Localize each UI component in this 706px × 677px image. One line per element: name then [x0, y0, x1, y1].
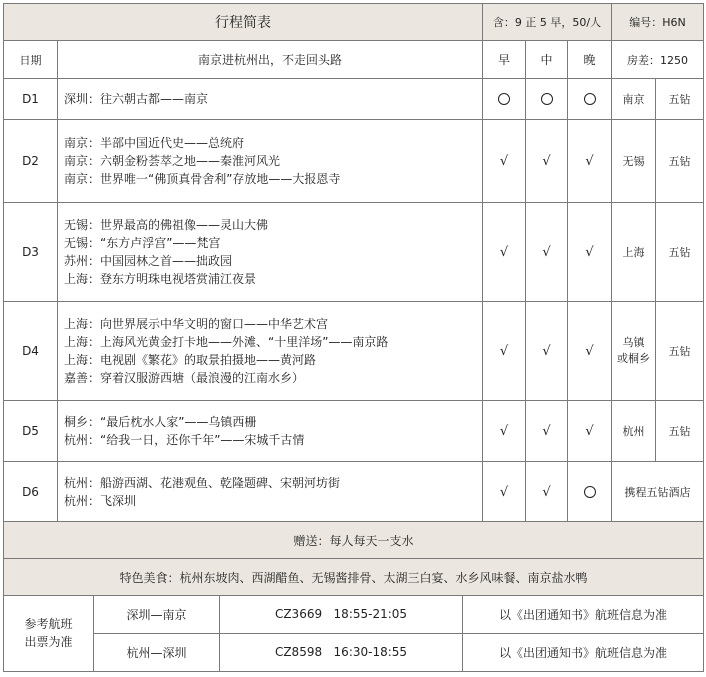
- check-mark-icon: √: [585, 154, 594, 169]
- check-mark-icon: √: [585, 344, 594, 359]
- itinerary-item: 上海：登东方明珠电视塔赏浦江夜景: [64, 272, 257, 286]
- specialty-food: 特色美食：杭州东坡肉、西湖醋鱼、无锡酱排骨、太湖三白宴、水乡风味餐、南京盐水鸭: [4, 559, 704, 596]
- day-itinerary: [58, 79, 483, 120]
- day-row: [4, 302, 704, 401]
- meal-cell: [568, 79, 612, 120]
- check-mark-icon: √: [542, 245, 551, 260]
- hotel-level: 五钻: [656, 120, 704, 203]
- hotel-city-line: 乌镇: [622, 336, 645, 349]
- flight-time: 16:30-18:55: [333, 645, 408, 659]
- tour-code: 编号：H6N: [612, 4, 704, 41]
- hotel-city: 南京: [612, 79, 656, 120]
- room-supplement: 房差：1250: [612, 41, 704, 79]
- flight-label: [4, 596, 94, 671]
- day-itinerary: [58, 302, 483, 401]
- itinerary-item: 南京：世界唯一“佛顶真骨舍利”存放地——大报恩寺: [64, 172, 341, 186]
- itinerary-item: 杭州：船游西湖、花港观鱼、乾隆题碑、宋朝河坊街: [64, 475, 341, 490]
- itinerary-item: 嘉善：穿着汉服游西塘（最浪漫的江南水乡）: [64, 371, 305, 385]
- check-mark-icon: √: [499, 484, 509, 500]
- day-itinerary: [58, 462, 483, 522]
- itinerary-item: 南京：六朝金粉荟萃之地——秦淮河风光: [64, 154, 281, 168]
- check-mark-icon: √: [499, 245, 509, 260]
- flight-table: [3, 596, 704, 672]
- itinerary-item: 南京：半部中国近代史——总统府: [64, 136, 245, 150]
- dinner-column-header: 晚: [568, 41, 612, 79]
- flight-time: 18:55-21:05: [333, 607, 408, 622]
- day-row: [4, 120, 704, 203]
- meal-cell: [568, 462, 612, 522]
- meal-cell: [526, 203, 568, 302]
- check-mark-icon: √: [542, 484, 551, 500]
- itinerary-item: 杭州：“给我一日，还你千年”——宋城千古情: [64, 433, 305, 447]
- flight-row: [4, 596, 704, 633]
- included-meals-note: 含：9 正 5 早，50/人: [483, 4, 612, 41]
- check-mark-icon: √: [542, 154, 551, 169]
- food-row: [4, 559, 704, 596]
- itinerary-item: 无锡：“东方卢浮宫”——梵宫: [64, 236, 221, 250]
- meal-cell: [483, 120, 526, 203]
- meal-cell: [483, 79, 526, 120]
- itinerary-item: 上海：电视剧《繁花》的取景拍摄地——黄河路: [64, 353, 317, 367]
- hotel-city: 上海: [612, 203, 656, 302]
- hotel-city-line: 或桐乡: [617, 352, 651, 365]
- meal-cell: [483, 302, 526, 401]
- day-label: D1: [4, 79, 58, 120]
- check-mark-icon: √: [499, 344, 509, 359]
- flight-label-line: 出票为准: [24, 635, 73, 650]
- circle-mark-icon: [498, 93, 510, 105]
- check-mark-icon: √: [542, 424, 551, 439]
- flight-number-time: [220, 633, 463, 671]
- meal-cell: [568, 401, 612, 462]
- gift-row: [4, 522, 704, 559]
- hotel-level: 五钻: [656, 203, 704, 302]
- flight-route: 深圳—南京: [94, 596, 220, 633]
- flight-number: CZ3669: [274, 607, 323, 622]
- subheader-row: [4, 41, 704, 79]
- flight-number: CZ8598: [274, 645, 323, 659]
- itinerary-item: 无锡：世界最高的佛祖像——灵山大佛: [64, 218, 269, 232]
- header-row: [4, 4, 704, 41]
- flight-label-line: 参考航班: [24, 617, 73, 632]
- circle-mark-icon: [584, 486, 596, 498]
- day-itinerary: [58, 401, 483, 462]
- itinerary-item: 桐乡：“最后枕水人家”——乌镇西栅: [64, 415, 257, 429]
- lunch-column-header: 中: [526, 41, 568, 79]
- itinerary-item: 杭州：飞深圳: [64, 493, 137, 508]
- meal-cell: [526, 462, 568, 522]
- meal-cell: [526, 120, 568, 203]
- day-label: D3: [4, 203, 58, 302]
- day-row: [4, 401, 704, 462]
- day-rows: [4, 79, 704, 522]
- flight-number-time: [220, 596, 463, 633]
- hotel-level: 五钻: [656, 79, 704, 120]
- flight-note: 以《出团通知书》航班信息为准: [463, 596, 704, 633]
- meal-cell: [483, 203, 526, 302]
- hotel-city: [612, 302, 656, 401]
- circle-mark-icon: [584, 93, 596, 105]
- day-itinerary: [58, 120, 483, 203]
- meal-cell: [526, 302, 568, 401]
- check-mark-icon: √: [585, 245, 594, 260]
- day-row: [4, 203, 704, 302]
- breakfast-column-header: 早: [483, 41, 526, 79]
- meal-cell: [526, 79, 568, 120]
- meal-cell: [568, 302, 612, 401]
- gift-note: 赠送：每人每天一支水: [4, 522, 704, 559]
- circle-mark-icon: [541, 93, 553, 105]
- itinerary-sheet: [3, 3, 703, 672]
- flight-route: 杭州—深圳: [94, 633, 220, 671]
- date-column-header: 日期: [4, 41, 58, 79]
- day-label: D2: [4, 120, 58, 203]
- itinerary-table: [3, 3, 704, 596]
- meal-cell: [568, 120, 612, 203]
- flight-row: [4, 633, 704, 671]
- check-mark-icon: √: [499, 154, 509, 169]
- day-row: [4, 462, 704, 522]
- itinerary-item: 苏州：中国园林之首——拙政园: [64, 254, 233, 268]
- route-summary: 南京进杭州出，不走回头路: [58, 41, 483, 79]
- hotel-city: 无锡: [612, 120, 656, 203]
- day-label: D4: [4, 302, 58, 401]
- hotel-city: 杭州: [612, 401, 656, 462]
- meal-cell: [483, 401, 526, 462]
- itinerary-item: 上海：上海风光黄金打卡地——外滩、“十里洋场”——南京路: [64, 335, 389, 349]
- meal-cell: [568, 203, 612, 302]
- hotel-level: 五钻: [656, 401, 704, 462]
- hotel-level: 五钻: [656, 302, 704, 401]
- page-title: 行程简表: [4, 4, 483, 41]
- check-mark-icon: √: [542, 344, 551, 359]
- check-mark-icon: √: [585, 424, 594, 439]
- day-row: [4, 79, 704, 120]
- day-label: D5: [4, 401, 58, 462]
- day-itinerary: [58, 203, 483, 302]
- meal-cell: [526, 401, 568, 462]
- itinerary-item: 上海：向世界展示中华文明的窗口——中华艺术宫: [64, 317, 329, 331]
- day-label: D6: [4, 462, 58, 522]
- itinerary-item: 深圳：往六朝古都——南京: [64, 92, 209, 106]
- flight-note: 以《出团通知书》航班信息为准: [463, 633, 704, 671]
- hotel-info: 携程五钻酒店: [612, 462, 704, 522]
- meal-cell: [483, 462, 526, 522]
- check-mark-icon: √: [499, 424, 509, 439]
